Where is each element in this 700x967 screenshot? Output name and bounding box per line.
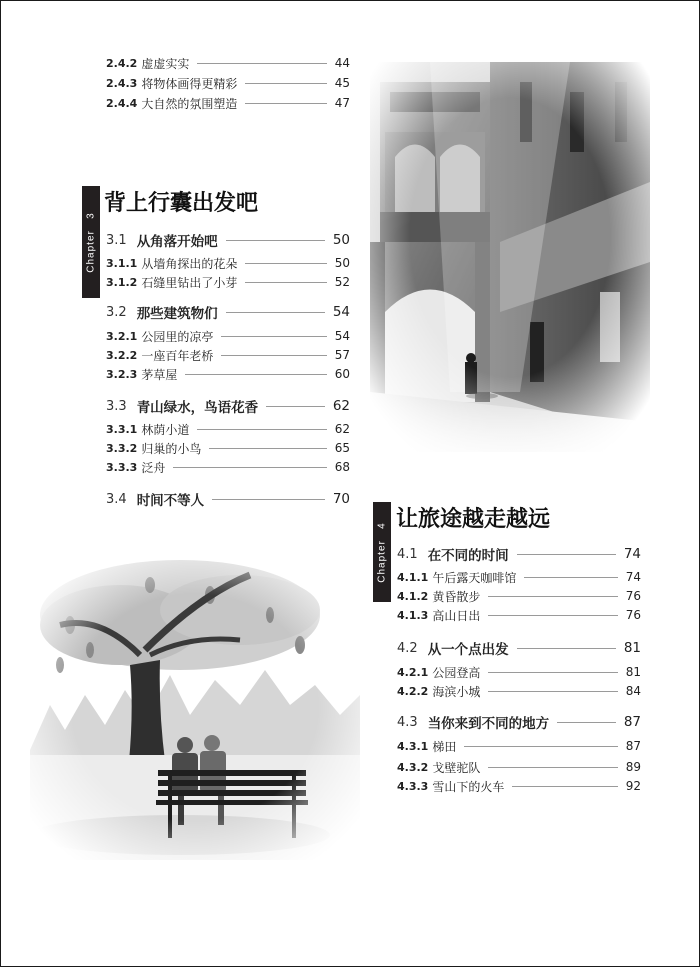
item-number: 3.1.2 — [106, 275, 138, 289]
toc-item[interactable] — [397, 683, 641, 699]
dot-leader — [488, 672, 617, 673]
item-title: 将物体画得更精彩 — [141, 76, 238, 91]
item-title: 高山日出 — [432, 608, 481, 623]
dot-leader — [209, 448, 326, 449]
section-title: 在不同的时间 — [427, 548, 509, 564]
item-page: 84 — [625, 684, 641, 698]
item-page: 54 — [334, 329, 350, 343]
dot-leader — [185, 374, 326, 375]
toc-item[interactable] — [397, 569, 641, 585]
dot-leader — [488, 615, 617, 616]
toc-item[interactable] — [106, 459, 350, 475]
item-number: 4.3.1 — [397, 739, 429, 753]
toc-item[interactable] — [106, 255, 350, 271]
item-page: 65 — [334, 441, 350, 455]
dot-leader — [245, 83, 326, 84]
item-title: 公园里的凉亭 — [141, 329, 214, 344]
toc-section[interactable] — [397, 544, 641, 564]
dot-leader — [512, 786, 617, 787]
section-page: 50 — [332, 232, 350, 248]
section-title: 当你来到不同的地方 — [427, 716, 550, 732]
section-number: 4.1 — [397, 546, 418, 562]
item-page: 87 — [625, 739, 641, 753]
item-title: 石缝里钻出了小芽 — [141, 275, 238, 290]
item-title: 虚虚实实 — [141, 56, 190, 71]
dot-leader — [488, 596, 617, 597]
dot-leader — [464, 746, 617, 747]
toc-item[interactable] — [397, 607, 641, 623]
toc-section[interactable] — [106, 230, 350, 250]
toc-item[interactable] — [106, 366, 350, 382]
toc-item[interactable] — [397, 759, 641, 775]
chapter-3-title: 背上行囊出发吧 — [104, 191, 259, 216]
section-number: 3.2 — [106, 304, 127, 320]
dot-leader — [488, 691, 617, 692]
section-page: 70 — [332, 491, 350, 507]
toc-section[interactable] — [106, 489, 350, 509]
item-number: 4.2.2 — [397, 684, 429, 698]
item-title: 从墙角探出的花朵 — [141, 256, 238, 271]
toc-item[interactable] — [397, 738, 641, 754]
item-title: 一座百年老桥 — [141, 348, 214, 363]
item-title: 雪山下的火车 — [432, 779, 505, 794]
section-number: 3.4 — [106, 491, 127, 507]
dot-leader — [197, 63, 326, 64]
item-title: 茅草屋 — [141, 367, 178, 382]
item-title: 林荫小道 — [141, 422, 190, 437]
item-number: 4.2.1 — [397, 665, 429, 679]
item-title: 公园登高 — [432, 665, 481, 680]
item-title: 泛舟 — [141, 460, 166, 475]
dot-leader — [245, 282, 326, 283]
section-number: 3.1 — [106, 232, 127, 248]
toc-item[interactable] — [397, 778, 641, 794]
section-number: 4.2 — [397, 640, 418, 656]
chapter-tab-label: Chapter 3 — [85, 211, 97, 273]
item-page: 92 — [625, 779, 641, 793]
item-number: 3.2.1 — [106, 329, 138, 343]
item-number: 3.3.2 — [106, 441, 138, 455]
item-number: 2.4.2 — [106, 56, 138, 70]
item-title: 黄昏散步 — [432, 589, 481, 604]
dot-leader — [517, 648, 616, 649]
item-page: 44 — [334, 56, 350, 70]
item-number: 3.2.3 — [106, 367, 138, 381]
item-title: 戈壁驼队 — [432, 760, 481, 775]
dot-leader — [173, 467, 326, 468]
section-page: 54 — [332, 304, 350, 320]
tree-bench-illustration — [30, 555, 360, 860]
toc-item[interactable] — [106, 55, 350, 71]
toc-item[interactable] — [397, 664, 641, 680]
dot-leader — [245, 103, 326, 104]
section-number: 3.3 — [106, 398, 127, 414]
item-number: 3.3.1 — [106, 422, 138, 436]
item-number: 2.4.3 — [106, 76, 138, 90]
section-page: 62 — [332, 398, 350, 414]
item-page: 62 — [334, 422, 350, 436]
item-page: 47 — [334, 96, 350, 110]
item-page: 68 — [334, 460, 350, 474]
dot-leader — [197, 429, 326, 430]
toc-item[interactable] — [106, 75, 350, 91]
toc-item[interactable] — [106, 347, 350, 363]
dot-leader — [226, 312, 325, 313]
chapter-tab-number: 3 — [85, 211, 97, 219]
item-page: 76 — [625, 608, 641, 622]
item-number: 3.3.3 — [106, 460, 138, 474]
dot-leader — [212, 499, 325, 500]
section-page: 74 — [623, 546, 641, 562]
item-number: 3.1.1 — [106, 256, 138, 270]
toc-section[interactable] — [397, 638, 641, 658]
dot-leader — [517, 554, 616, 555]
toc-item[interactable] — [106, 95, 350, 111]
item-number: 4.1.1 — [397, 570, 429, 584]
section-title: 那些建筑物们 — [136, 306, 218, 322]
section-page: 81 — [623, 640, 641, 656]
dot-leader — [266, 406, 325, 407]
item-page: 52 — [334, 275, 350, 289]
item-page: 45 — [334, 76, 350, 90]
chapter-4-title: 让旅途越走越远 — [396, 507, 551, 532]
item-page: 74 — [625, 570, 641, 584]
item-page: 76 — [625, 589, 641, 603]
section-page: 87 — [623, 714, 641, 730]
item-title: 大自然的氛围塑造 — [141, 96, 238, 111]
chapter-3-tab — [82, 186, 100, 298]
toc-item[interactable] — [106, 440, 350, 456]
toc-item[interactable] — [397, 588, 641, 604]
toc-item[interactable] — [106, 274, 350, 290]
item-number: 4.1.3 — [397, 608, 429, 622]
chapter-4-tab — [373, 502, 391, 602]
item-page: 60 — [334, 367, 350, 381]
item-number: 3.2.2 — [106, 348, 138, 362]
section-title: 时间不等人 — [136, 493, 205, 509]
item-number: 4.3.2 — [397, 760, 429, 774]
section-title: 从一个点出发 — [427, 642, 509, 658]
item-title: 午后露天咖啡馆 — [432, 570, 517, 585]
toc-section[interactable] — [106, 396, 350, 416]
dot-leader — [524, 577, 617, 578]
chapter-tab-number: 4 — [376, 521, 388, 529]
dot-leader — [488, 767, 617, 768]
section-title: 青山绿水，鸟语花香 — [136, 400, 259, 416]
dot-leader — [221, 355, 326, 356]
dot-leader — [221, 336, 326, 337]
toc-item[interactable] — [106, 421, 350, 437]
street-arch-illustration — [370, 62, 650, 452]
item-page: 81 — [625, 665, 641, 679]
toc-item[interactable] — [106, 328, 350, 344]
item-title: 梯田 — [432, 739, 457, 754]
dot-leader — [245, 263, 326, 264]
toc-section[interactable] — [397, 712, 641, 732]
toc-section[interactable] — [106, 302, 350, 322]
item-number: 4.1.2 — [397, 589, 429, 603]
chapter-tab-label: Chapter 4 — [376, 521, 388, 583]
item-number: 2.4.4 — [106, 96, 138, 110]
item-page: 89 — [625, 760, 641, 774]
item-title: 归巢的小鸟 — [141, 441, 202, 456]
item-number: 4.3.3 — [397, 779, 429, 793]
section-number: 4.3 — [397, 714, 418, 730]
dot-leader — [226, 240, 325, 241]
item-page: 50 — [334, 256, 350, 270]
item-page: 57 — [334, 348, 350, 362]
section-title: 从角落开始吧 — [136, 234, 218, 250]
dot-leader — [557, 722, 616, 723]
item-title: 海滨小城 — [432, 684, 481, 699]
